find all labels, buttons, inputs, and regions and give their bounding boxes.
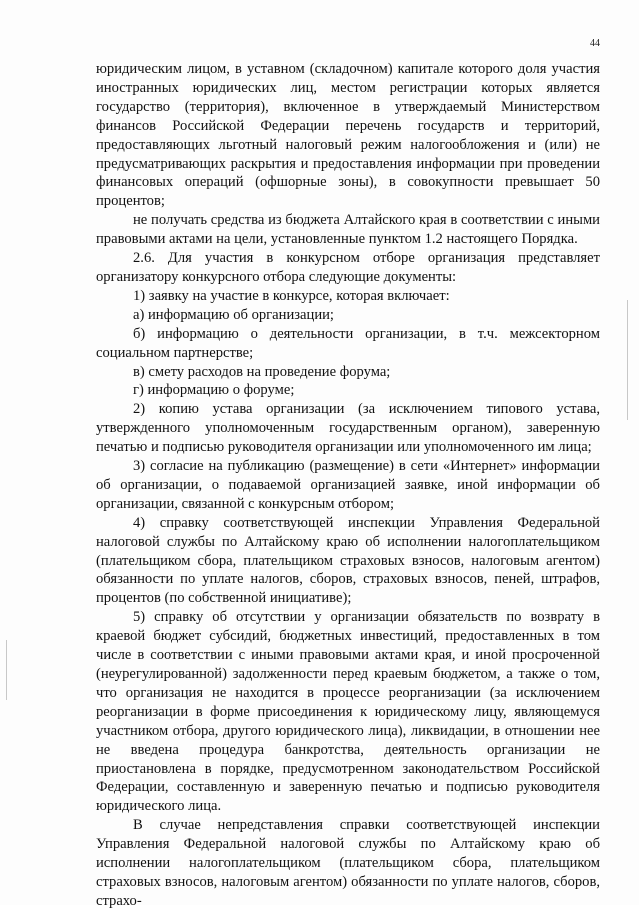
paragraph-item-1g: г) информацию о форуме; — [133, 382, 295, 399]
paragraph-item-1: 1) заявку на участие в конкурсе, которая включает: — [133, 287, 450, 304]
scan-edge-mark — [627, 300, 628, 420]
paragraph-item-4: 4) справку соответствующей инспекции Управления Федеральной налоговой службы по Алтайскому краю об исполнении налогоплательщиком (плательщиком сбора, плательщиком страховых взносов, налоговым агентом) обязанности по уплате налогов, сборов, страховых взносов, пеней, штрафов, процентов (по собственной инициативе); — [96, 514, 600, 607]
page-number: 44 — [590, 38, 600, 49]
paragraph-section-2-6: 2.6. Для участия в конкурсном отборе организация представляет организатору конкурсного отбора следующие документы: — [96, 250, 600, 285]
paragraph-offshore-condition: юридическим лицом, в уставном (складочном) капитале которого доля участия иностранных юридических лиц, местом регистрации которых является государство (территория), включенное в утверждаемый Министерством финансов Российской Федерации перечень государств и территорий, предоставляющих льготный налоговый режим налогообложения и (или) не предусматривающих раскрытия и предоставления информации при проведении финансовых операций (офшорные зоны), в совокупности превышает 50 процентов; — [96, 61, 600, 210]
paragraph-item-1v: в) смету расходов на проведение форума; — [133, 363, 391, 380]
paragraph-budget-condition: не получать средства из бюджета Алтайского края в соответствии с иными правовыми актами на цели, установленные пунктом 1.2 настоящего Порядка. — [96, 212, 600, 248]
paragraph-item-5: 5) справку об отсутствии у организации обязательств по возврату в краевой бюджет субсидий, бюджетных инвестиций, предоставленных в том числе в соответствии с иными правовыми актами края, и иной просроченной (неурегулированной) задолженности перед краевым бюджетом, а также о том, что организация не находится в процессе реорганизации (за исключением реорганизации в форме присоединения к юридическому лицу, являющемуся участником отбора, другого юридического лица), ликвидации, в отношении нее не введена процедура банкротства, деятельность организации не приостановлена в порядке, предусмотренном законодательством Российской Федерации, составленную и заверенную печатью и подписью руководителя юридического лица. — [96, 609, 600, 815]
scan-edge-mark — [6, 640, 7, 700]
paragraph-item-1a: а) информацию об организации; — [133, 306, 334, 323]
paragraph-item-2: 2) копию устава организации (за исключением типового устава, утвержденного уполномоченным государственным органом), заверенную печатью и подписью руководителя организации или уполномоченного им лица; — [96, 401, 600, 456]
document-body — [96, 60, 600, 911]
paragraph-non-submission: В случае непредставления справки соответствующей инспекции Управления Федеральной налоговой службы по Алтайскому краю об исполнении налогоплательщиком (плательщиком сбора, плательщиком страховых взносов, налоговым агентом) обязанности по уплате налогов, сборов, страхо- — [96, 817, 600, 909]
paragraph-item-1b: б) информацию о деятельности организации, в т.ч. межсекторном социальном партнерстве; — [96, 325, 600, 361]
paragraph-item-3: 3) согласие на публикацию (размещение) в сети «Интернет» информации об организации, о подаваемой организацией заявке, иной информации об организации, связанной с конкурсным отбором; — [96, 458, 600, 512]
